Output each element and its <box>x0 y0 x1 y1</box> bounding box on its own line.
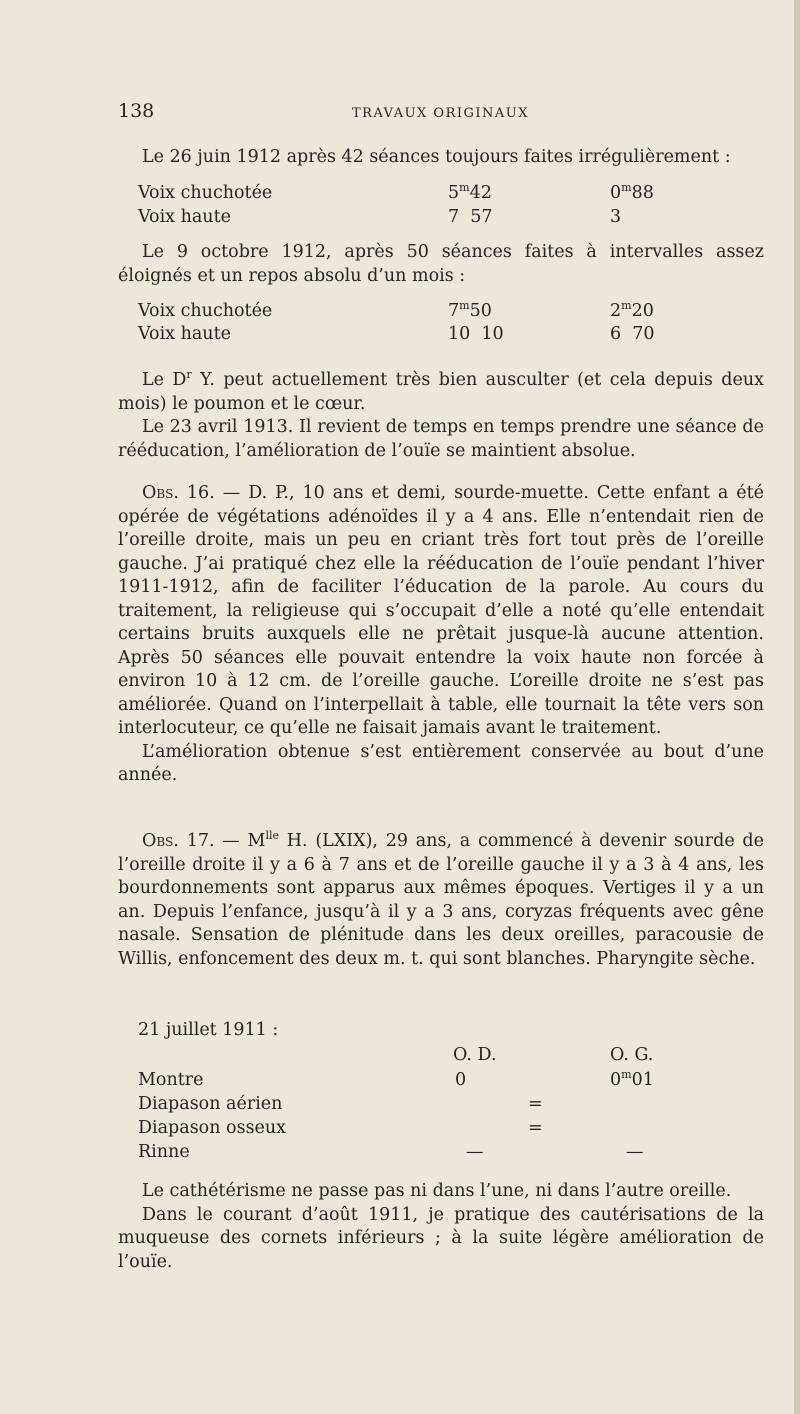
table-cell-a: 7 57 <box>448 207 493 227</box>
table-cell-a: 10 10 <box>448 324 504 344</box>
table-row-label: Voix chuchotée <box>138 183 273 203</box>
observation-label: Obs. 16. <box>142 483 215 503</box>
table-cell-a: 7$^m$50 <box>448 299 492 321</box>
paragraph-26-juin: Le 26 juin 1912 après 42 séances toujours faites irrégulièrement : <box>142 147 731 167</box>
table-row-label: Diapason aérien <box>138 1094 283 1114</box>
table-cell-b: 6 70 <box>610 324 655 344</box>
table-cell-og: = <box>528 1094 543 1114</box>
table-cell-b: 3 <box>610 207 622 227</box>
paragraph-9-octobre: Le 9 octobre 1912, après 50 séances faites à intervalles assez éloignés et un repos absolu d’un mois : <box>118 242 764 286</box>
table-cell-od: — <box>466 1142 484 1162</box>
paragraph-amelioration: L’amélioration obtenue s’est entièrement conservée au bout d’une année. <box>118 741 764 785</box>
column-header-od: O. D. <box>453 1045 497 1065</box>
table-row-label: Rinne <box>138 1142 190 1162</box>
observation-label: Obs. 17. <box>142 831 215 851</box>
table-row-label: Voix haute <box>138 207 231 227</box>
table-cell-a: 5$^m$42 <box>448 181 492 203</box>
paragraph-23-avril: Le 23 avril 1913. Il revient de temps en temps prendre une séance de rééducation, l’amélioration de l’ouïe se maintient absolue. <box>118 417 764 461</box>
table-cell-og: — <box>626 1142 644 1162</box>
paragraph-dr-y: Le $D^r$ Y. peut actuellement très bien ausculter (et cela depuis deux mois) le poumon et le cœur. Le 23 avril 1913. Il revient de temps en temps prendre une séance de rééducation, l’amélioration de l’ouïe se maintient absolue. <box>118 369 764 463</box>
table-cell-od: 0 <box>455 1070 467 1090</box>
page-number: 138 <box>118 100 155 122</box>
page-edge <box>794 0 800 1414</box>
table-row-label: Voix chuchotée <box>138 301 273 321</box>
date-line: 21 juillet 1911 : <box>138 1020 279 1040</box>
observation-16: Obs. 16. — D. P., 10 ans et demi, sourde-muette. Cette enfant a été opérée de végétations adénoïdes il y a 4 ans. Elle n’entendait rien de l’oreille droite, mais un peu en criant très fort tout près de l’oreille gauche. J’ai pratiqué chez elle la rééducation de l’ouïe pendant l’hiver 1911-1912, afin de faciliter l’éducation de la parole. Au cours du traitement, la religieuse qui s’occupait d’elle a noté qu’elle entendait certains bruits auxquels elle ne prêtait jusque-là aucune attention. Après 50 séances elle pouvait entendre la voix haute non forcée à environ 10 à 12 cm. de l’oreille gauche. L’oreille droite ne s’est pas améliorée. Quand on l’interpellait à table, elle tournait la tête vers son interlocuteur, ce qu’elle ne faisait jamais avant le traitement. L’amélioration obtenue s’est entièrement conservée au bout d’une année. <box>118 482 764 788</box>
table-row-label: Montre <box>138 1070 204 1090</box>
table-row-label: Voix haute <box>138 324 231 344</box>
running-title: TRAVAUX ORIGINAUX <box>351 106 529 121</box>
table-cell-b: 2$^m$20 <box>610 299 654 321</box>
table-cell-og: = <box>528 1118 543 1138</box>
table-cell-og: 0$^m$01 <box>610 1068 654 1090</box>
table-row-label: Diapason osseux <box>138 1118 287 1138</box>
paragraph-catheterisme: Le cathétérisme ne passe pas ni dans l’une, ni dans l’autre oreille. Dans le courant d’août 1911, je pratique des cautérisations de la muqueuse des cornets inférieurs ; à la suite légère amélioration de l’ouïe. <box>118 1180 764 1274</box>
paragraph-aout-1911: Dans le courant d’août 1911, je pratique des cautérisations de la muqueuse des cornets inférieurs ; à la suite légère amélioration de l’ouïe. <box>118 1204 764 1272</box>
observation-17: Obs. 17. — $M^{lle}$ H. (LXIX), 29 ans, a commencé à devenir sourde de l’oreille droite il y a 6 à 7 ans et de l’oreille gauche il y a 3 à 4 ans, les bourdonnements sont apparus aux mêmes époques. Vertiges il y a un an. Depuis l’enfance, jusqu’à il y a 3 ans, coryzas fréquents avec gêne nasale. Sensation de plénitude dans les deux oreilles, paracousie de Willis, enfoncement des deux m. t. qui sont blanches. Pharyngite sèche. <box>118 829 764 969</box>
page-header <box>118 100 763 130</box>
column-header-og: O. G. <box>610 1045 654 1065</box>
table-cell-b: 0$^m$88 <box>610 181 654 203</box>
